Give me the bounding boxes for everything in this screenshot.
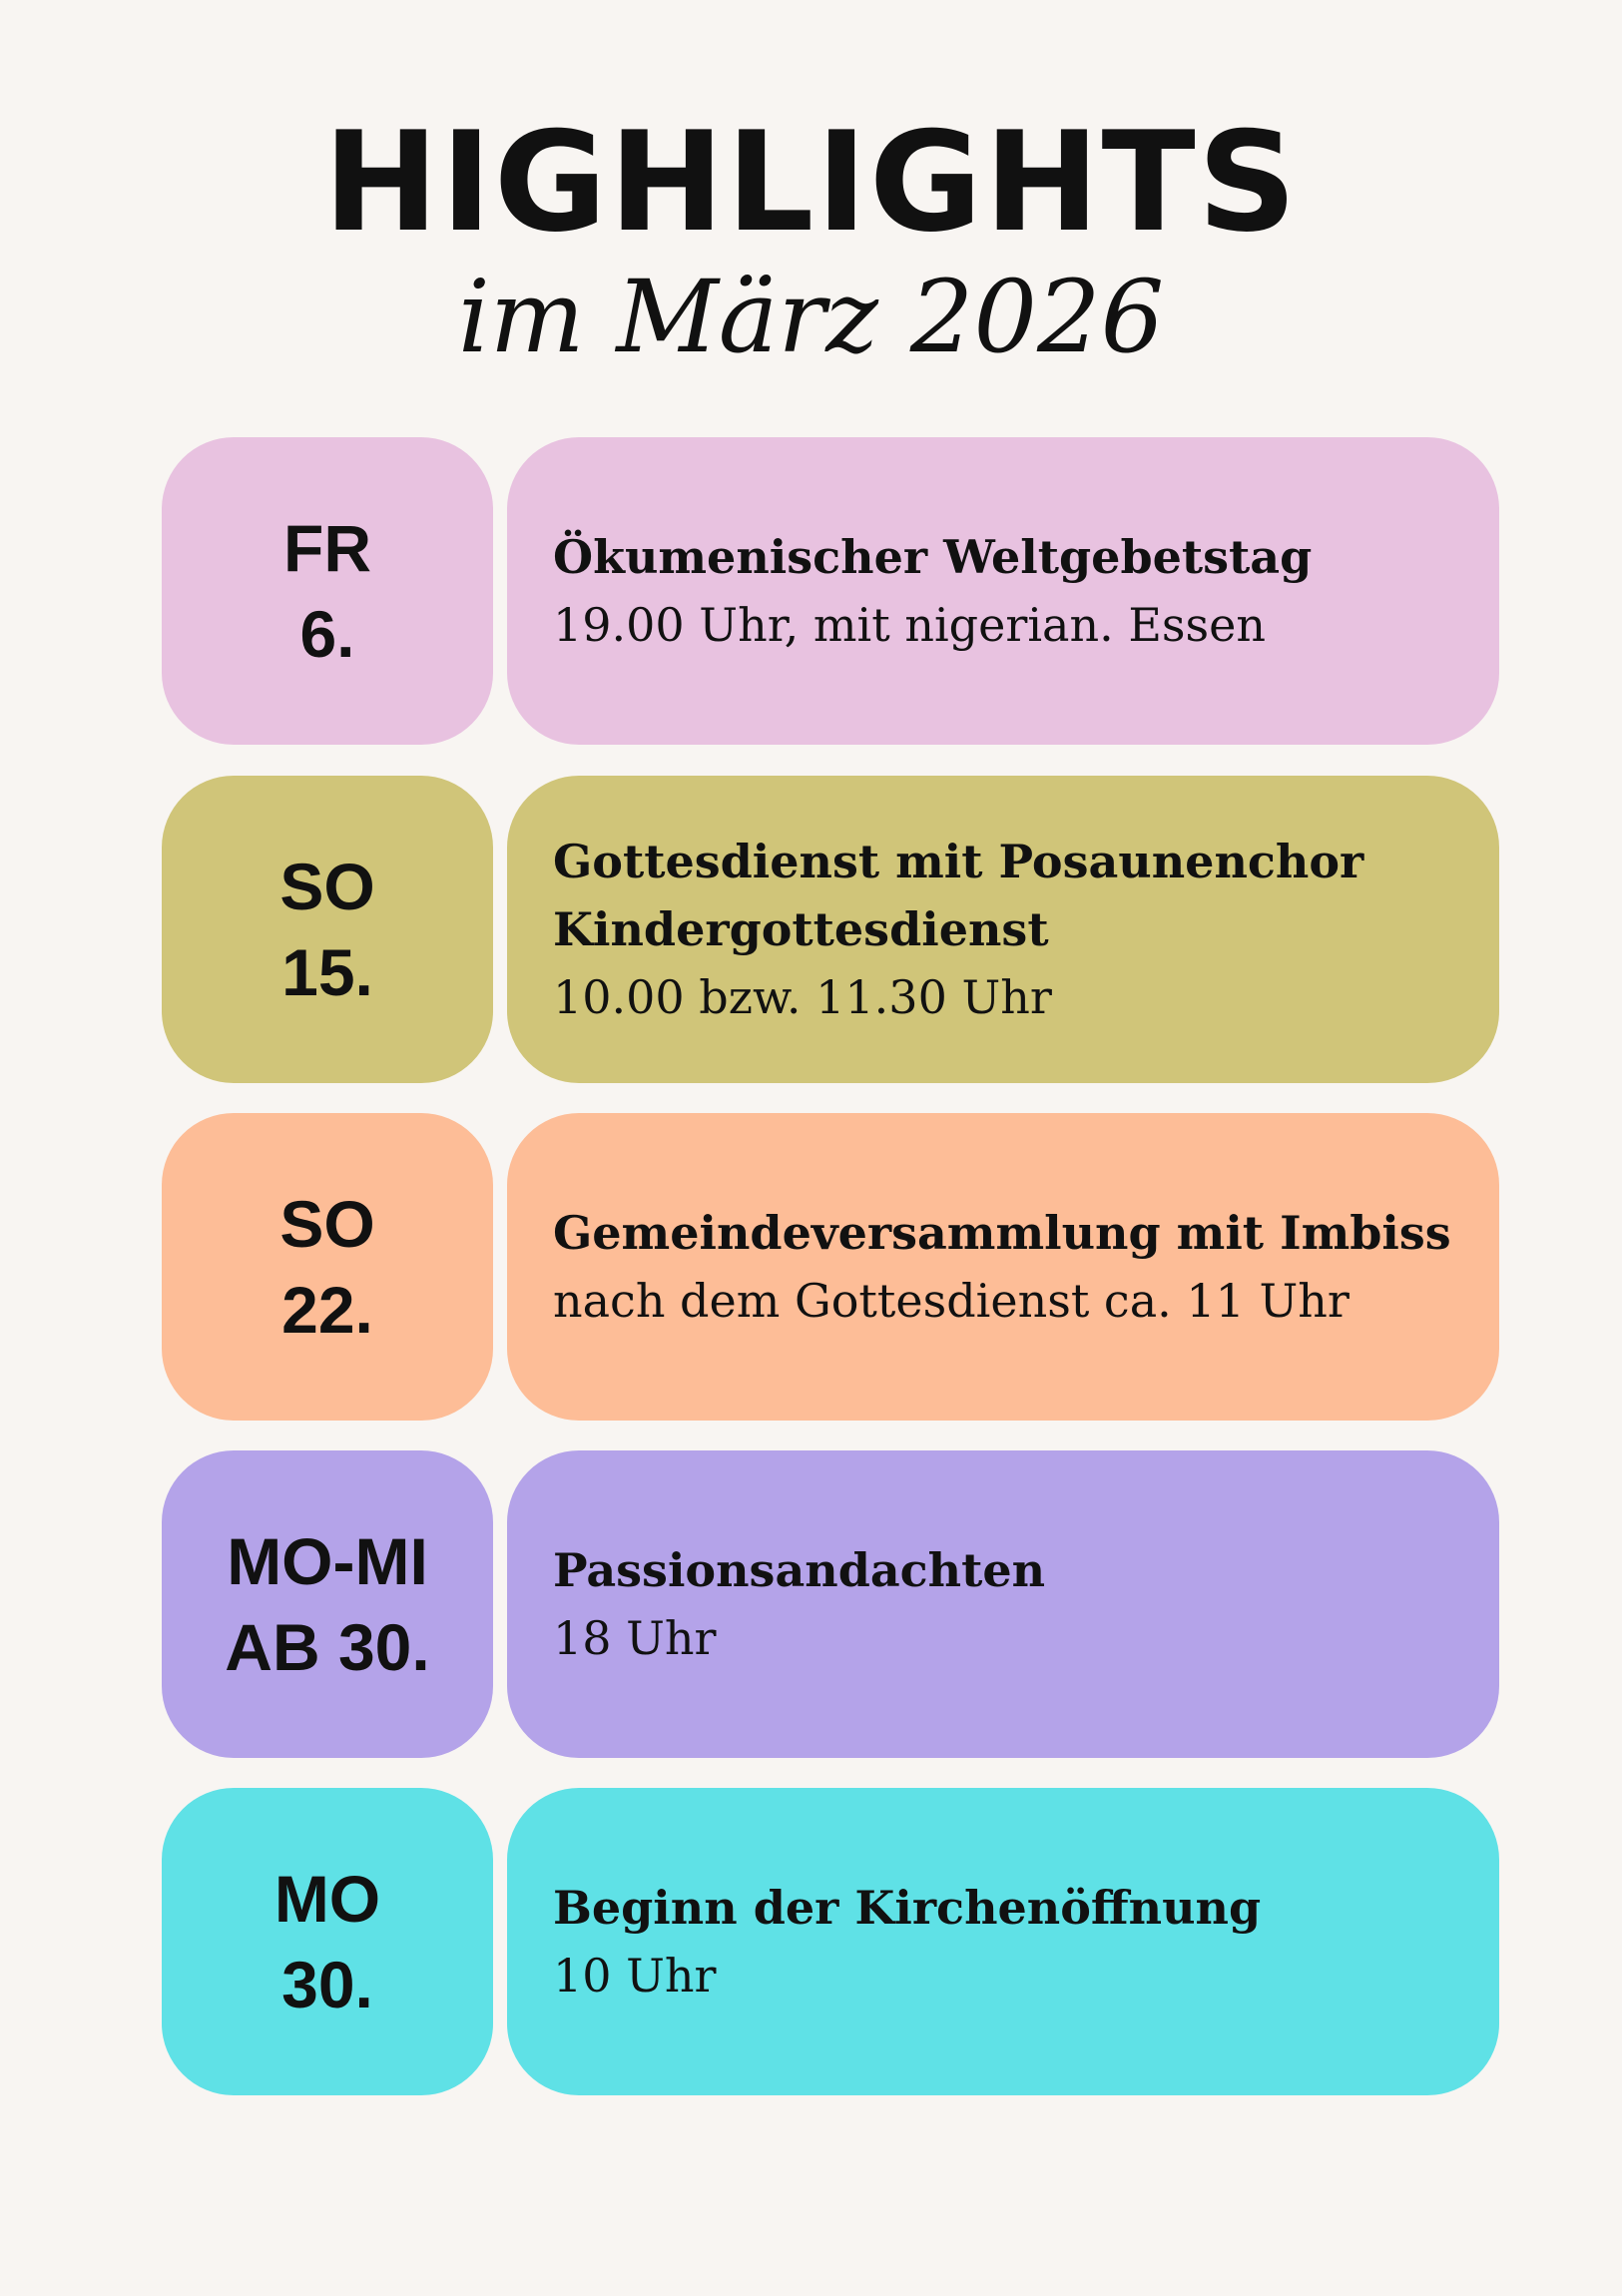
page-title: HIGHLIGHTS [322, 102, 1300, 263]
event-title: Gemeindeversammlung mit Imbiss [553, 1206, 1451, 1260]
event-date: AB 30. [225, 1610, 430, 1684]
event-details-box [507, 776, 1499, 1083]
event-title: Gottesdienst mit Posaunenchor [553, 835, 1364, 888]
event-date: 22. [281, 1273, 373, 1347]
event-date-box [162, 437, 493, 745]
event-details-box [507, 437, 1499, 745]
event-day: MO [273, 1862, 381, 1936]
event-date: 15. [281, 935, 373, 1009]
event-row [162, 437, 1499, 745]
event-details-box [507, 1113, 1499, 1421]
event-details-box [507, 1450, 1499, 1758]
event-day: SO [279, 850, 375, 923]
event-time: 18 Uhr [553, 1611, 717, 1665]
event-row [162, 1788, 1499, 2095]
event-time: 10 Uhr [553, 1949, 717, 2003]
event-title: Beginn der Kirchenöffnung [553, 1881, 1262, 1935]
page-subtitle: im März 2026 [457, 259, 1165, 375]
event-date: 6. [299, 597, 355, 671]
event-title: Ökumenischer Weltgebetstag [553, 530, 1313, 584]
event-date-box [162, 1113, 493, 1421]
event-row [162, 776, 1499, 1083]
event-row [162, 1450, 1499, 1758]
event-date: 30. [281, 1948, 373, 2021]
event-title-line-2: Kindergottesdienst [553, 902, 1049, 956]
event-time: 19.00 Uhr, mit nigerian. Essen [553, 598, 1266, 652]
event-time: 10.00 bzw. 11.30 Uhr [553, 970, 1052, 1024]
event-title: Passionsandachten [553, 1543, 1046, 1597]
event-day: SO [279, 1187, 375, 1261]
event-date-box [162, 776, 493, 1083]
event-date-box [162, 1450, 493, 1758]
event-date-box [162, 1788, 493, 2095]
event-details-box [507, 1788, 1499, 2095]
event-day: MO-MI [227, 1524, 428, 1598]
event-day: FR [283, 511, 371, 585]
event-row [162, 1113, 1499, 1421]
event-time: nach dem Gottesdienst ca. 11 Uhr [553, 1274, 1350, 1328]
